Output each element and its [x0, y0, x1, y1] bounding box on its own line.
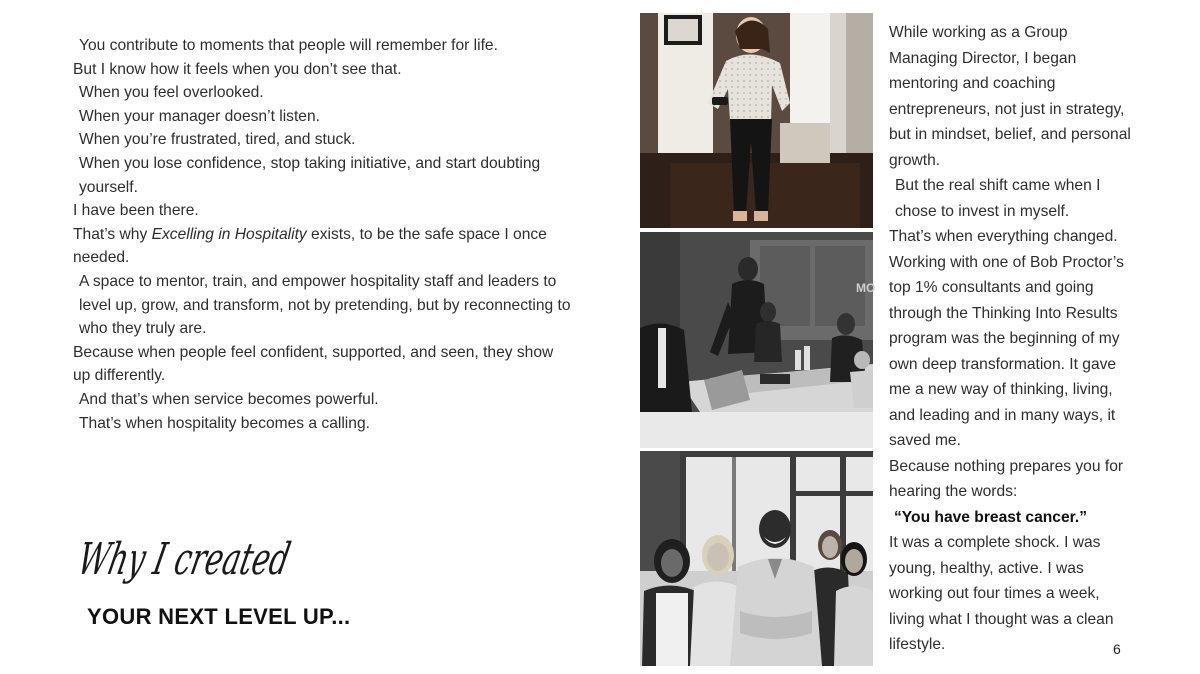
paragraph: That’s when everything changed. Working with one of Bob Proctor’s top 1% consultants and going through the Thinking Into Results program was the beginning of my own deep transformation. It gave me a new way of thinking, living, and leading and in many ways, it saved me.	[889, 228, 1124, 449]
text-line: When your manager doesn’t listen.	[79, 107, 320, 125]
right-body-text	[889, 20, 1139, 658]
paragraph: While working as a Group Managing Director, I began mentoring and coaching entrepreneurs, not just in strategy, but in mindset, belief, and personal growth.	[889, 24, 1131, 169]
italic-brand-name: Excelling in Hospitality	[151, 225, 307, 243]
text-line: And that’s when service becomes powerful.	[79, 390, 379, 408]
text-fragment: That’s why	[73, 225, 152, 243]
text-line: When you lose confidence, stop taking initiative, and start doubting yourself.	[79, 154, 541, 196]
left-body-text	[73, 34, 573, 435]
text-line: That’s when hospitality becomes a calling.	[79, 414, 370, 432]
text-line: I have been there.	[73, 202, 199, 220]
text-line: When you feel overlooked.	[79, 84, 264, 102]
page-number: 6	[1113, 641, 1121, 657]
text-line: You contribute to moments that people will remember for life.	[79, 37, 498, 54]
text-line: Because when people feel confident, supported, and seen, they show up differently.	[73, 343, 554, 385]
text-line: A space to mentor, train, and empower hospitality staff and leaders to level up, grow, and transform, not by pretending, but by reconnecting to who they truly are.	[79, 272, 571, 338]
heading-title: YOUR NEXT LEVEL UP...	[87, 604, 351, 629]
wall-sign-text: MO	[856, 281, 876, 295]
text-line: But I know how it feels when you don’t see that.	[73, 60, 402, 78]
script-heading	[73, 522, 398, 602]
paragraph: It was a complete shock. I was young, healthy, active. I was working out four times a week, living what I thought was a clean lifestyle.	[889, 534, 1114, 653]
text-line: When you’re frustrated, tired, and stuck.	[79, 131, 356, 149]
highlight-quote: “You have breast cancer.”	[894, 508, 1087, 526]
text-line	[73, 223, 573, 270]
photo-business-meeting	[640, 232, 876, 448]
photo-woman-on-phone	[640, 13, 873, 228]
text-fragment: exists, to be the safe space I once needed.	[73, 225, 547, 267]
paragraph: Because nothing prepares you for hearing the words:	[889, 457, 1124, 500]
paragraph: But the real shift came when I chose to invest in myself.	[895, 177, 1101, 220]
photo-team-group	[640, 451, 873, 666]
script-heading-text: Why I created	[73, 534, 398, 585]
